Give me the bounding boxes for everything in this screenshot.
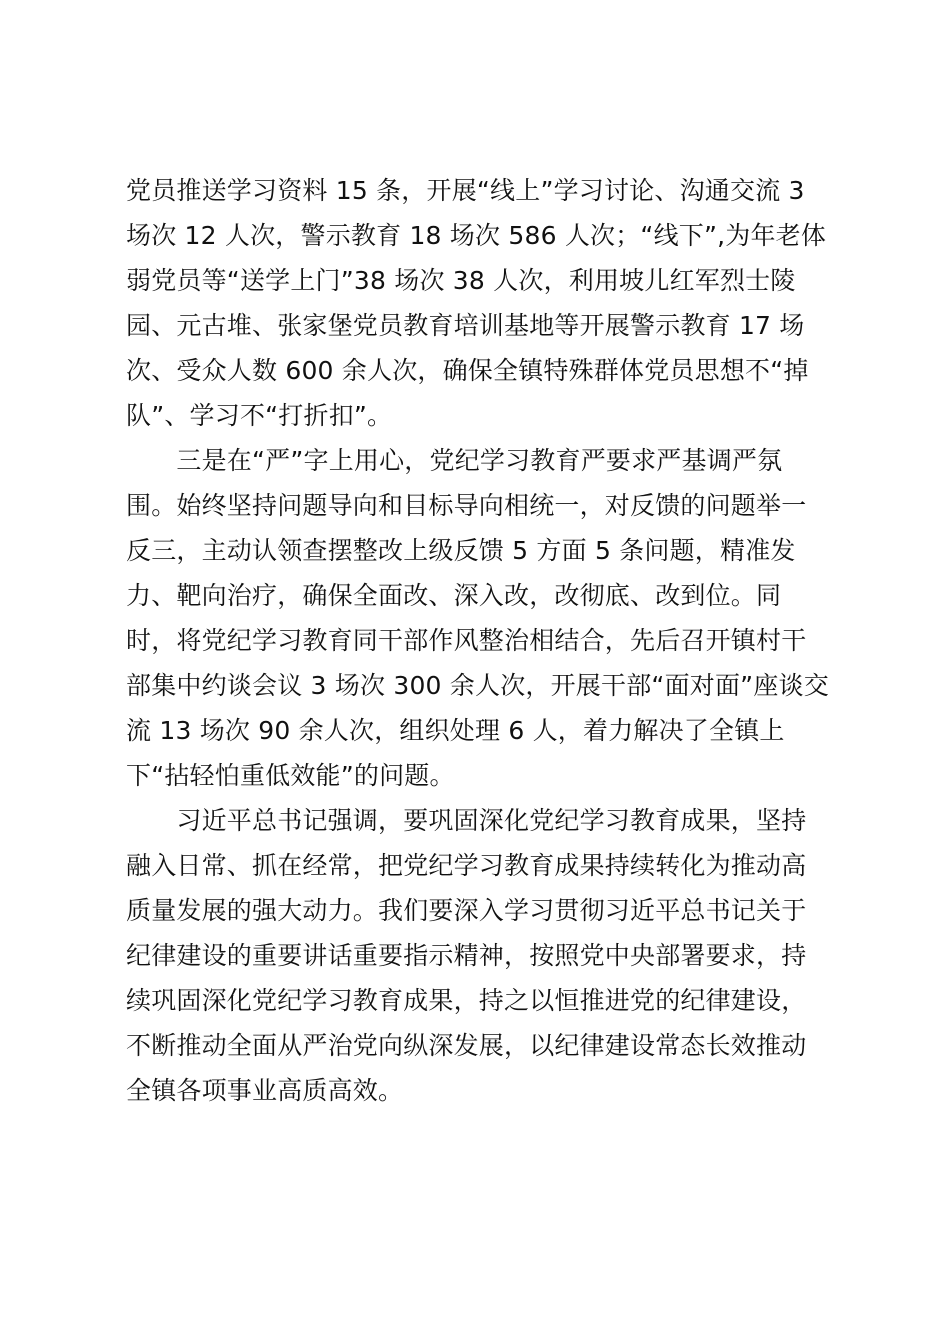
text-line: 续巩固深化党纪学习教育成果，持之以恒推进党的纪律建设， [126, 986, 807, 1015]
document-body [126, 168, 829, 1113]
text-line: 纪律建设的重要讲话重要指示精神，按照党中央部署要求，持 [126, 941, 807, 970]
text-line: 习近平总书记强调，要巩固深化党纪学习教育成果，坚持 [126, 806, 807, 835]
text-line: 力、靶向治疗，确保全面改、深入改，改彻底、改到位。同 [126, 581, 782, 610]
text-line: 队”、学习不“打折扣”。 [126, 401, 393, 430]
text-line: 全镇各项事业高质高效。 [126, 1076, 404, 1105]
text-line: 时，将党纪学习教育同干部作风整治相结合，先后召开镇村干 [126, 626, 807, 655]
text-line: 不断推动全面从严治党向纵深发展，以纪律建设常态长效推动 [126, 1031, 807, 1060]
text-line: 融入日常、抓在经常，把党纪学习教育成果持续转化为推动高 [126, 851, 807, 880]
text-line: 三是在“严”字上用心，党纪学习教育严要求严基调严氛 [126, 446, 783, 475]
text-line: 质量发展的强大动力。我们要深入学习贯彻习近平总书记关于 [126, 896, 807, 925]
text-line: 流 13 场次 90 余人次，组织处理 6 人，着力解决了全镇上 [126, 716, 785, 745]
text-line: 党员推送学习资料 15 条，开展“线上”学习讨论、沟通交流 3 [126, 176, 805, 205]
text-line: 反三，主动认领查摆整改上级反馈 5 方面 5 条问题，精准发 [126, 536, 796, 565]
text-line: 下“拈轻怕重低效能”的问题。 [126, 761, 455, 790]
text-line: 弱党员等“送学上门”38 场次 38 人次，利用坡儿红军烈士陵 [126, 266, 796, 295]
text-line: 次、受众人数 600 余人次，确保全镇特殊群体党员思想不“掉 [126, 356, 809, 385]
text-line: 场次 12 人次，警示教育 18 场次 586 人次；“线下”,为年老体 [126, 221, 827, 250]
text-line: 部集中约谈会议 3 场次 300 余人次，开展干部“面对面”座谈交 [126, 671, 829, 700]
text-line: 围。始终坚持问题导向和目标导向相统一，对反馈的问题举一 [126, 491, 807, 520]
text-line: 园、元古堆、张家堡党员教育培训基地等开展警示教育 17 场 [126, 311, 805, 340]
